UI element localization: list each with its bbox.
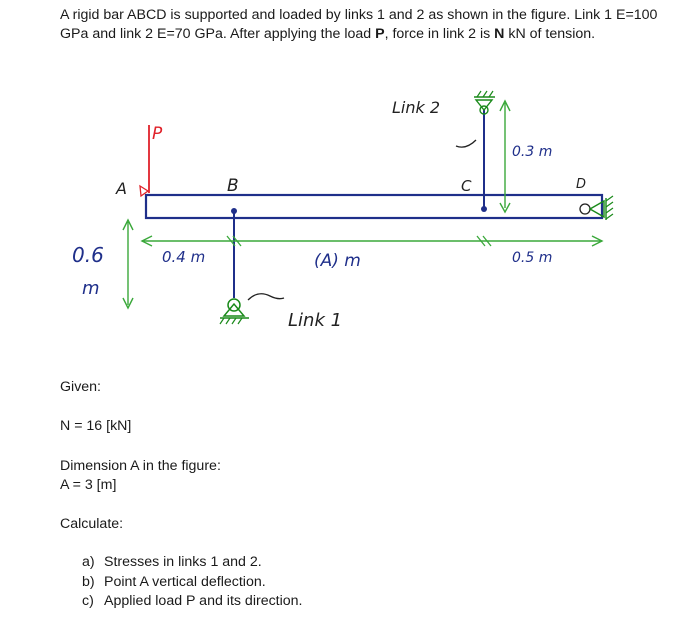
link-2-label: Link 2 [392, 98, 441, 117]
link-1-leader [248, 294, 284, 300]
point-d-wall-hatch [606, 196, 613, 219]
point-c-label: C [461, 177, 472, 195]
link-1-support-icon [224, 304, 244, 316]
statement-text-1: A rigid bar ABCD is supported and loaded by links 1 and 2 as shown in the figure. Link 1 E=100 GPa and link 2 E=70 GPa. After applying the load [60, 7, 658, 42]
dim-04-label: 0.4 m [162, 248, 206, 266]
link-2-ceiling-hatch [477, 91, 493, 97]
question-text: Point A vertical deflection. [104, 573, 266, 590]
question-marker: a) [82, 554, 95, 570]
dim-06-label-bottom: m [82, 278, 100, 299]
question-text: Stresses in links 1 and 2. [104, 554, 262, 570]
statement-text-3: kN of tension. [504, 26, 596, 42]
given-n-value: N = 16 [kN] [60, 418, 132, 434]
dim-05-label: 0.5 m [512, 250, 553, 266]
rigid-bar [146, 195, 602, 218]
point-b-label: B [227, 176, 239, 196]
dim-a-label: (A) m [314, 251, 361, 271]
link-1-ground-hatch [220, 318, 242, 324]
dim-06-label-top: 0.6 [72, 243, 104, 267]
question-text: Applied load P and its direction. [104, 593, 303, 609]
link-2-support-icon [476, 100, 492, 110]
point-d-pin [580, 204, 590, 214]
point-a-label: A [116, 179, 127, 198]
dimension-heading: Dimension A in the figure: [60, 458, 221, 474]
given-a-value: A = 3 [m] [60, 477, 117, 493]
load-symbol: P [375, 26, 385, 42]
given-heading: Given: [60, 379, 102, 395]
question-item [82, 592, 303, 612]
question-marker: b) [82, 573, 95, 590]
point-c-dot [481, 206, 487, 212]
force-symbol: N [494, 26, 505, 42]
dim-03-label: 0.3 m [512, 144, 553, 160]
point-d-label: D [576, 177, 587, 192]
link-1-label: Link 1 [288, 310, 343, 331]
question-item [82, 573, 303, 593]
question-list [82, 553, 303, 612]
link-2-leader [456, 140, 476, 147]
calculate-heading: Calculate: [60, 516, 124, 532]
statement-text-2: , force in link 2 is [384, 26, 495, 42]
question-item [82, 553, 303, 573]
load-p-label: P [152, 124, 163, 144]
question-marker: c) [82, 593, 94, 609]
